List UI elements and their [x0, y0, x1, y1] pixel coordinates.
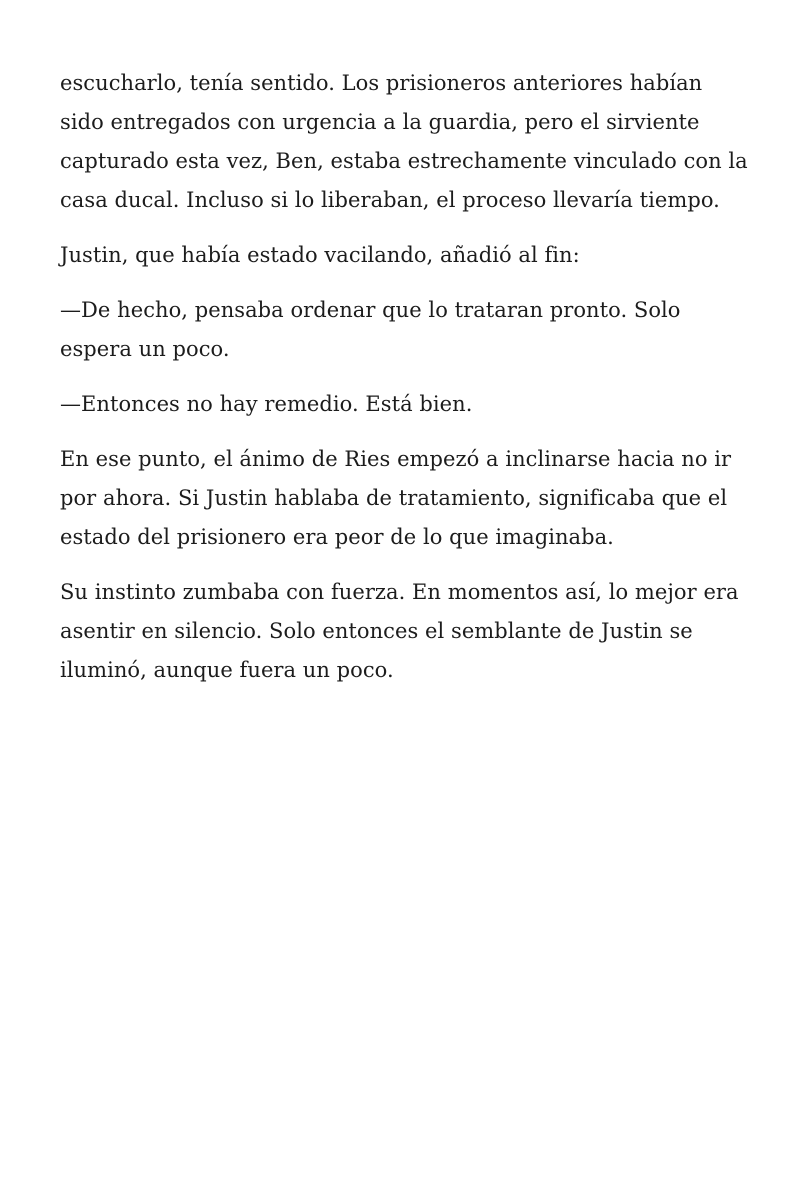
paragraph-5: En ese punto, el ánimo de Ries empezó a inclinarse hacia no ir por ahora. Si Justin hablaba de tratamiento, significaba que el estado del prisionero era peor de lo que imaginaba. [60, 447, 732, 549]
paragraph-2: Justin, que había estado vacilando, añadió al fin: [60, 243, 580, 267]
paragraph-4: —Entonces no hay remedio. Está bien. [60, 392, 473, 416]
paragraph-3: —De hecho, pensaba ordenar que lo trataran pronto. Solo espera un poco. [60, 298, 681, 361]
paragraph-6: Su instinto zumbaba con fuerza. En momentos así, lo mejor era asentir en silencio. Solo entonces el semblante de Justin se iluminó, aunque fuera un poco. [60, 580, 739, 682]
reader-page [60, 64, 750, 706]
paragraph-1: escucharlo, tenía sentido. Los prisioneros anteriores habían sido entregados con urgencia a la guardia, pero el sirviente capturado esta vez, Ben, estaba estrechamente vinculado con la casa ducal. Incluso si lo liberaban, el proceso llevaría tiempo. [60, 71, 748, 212]
